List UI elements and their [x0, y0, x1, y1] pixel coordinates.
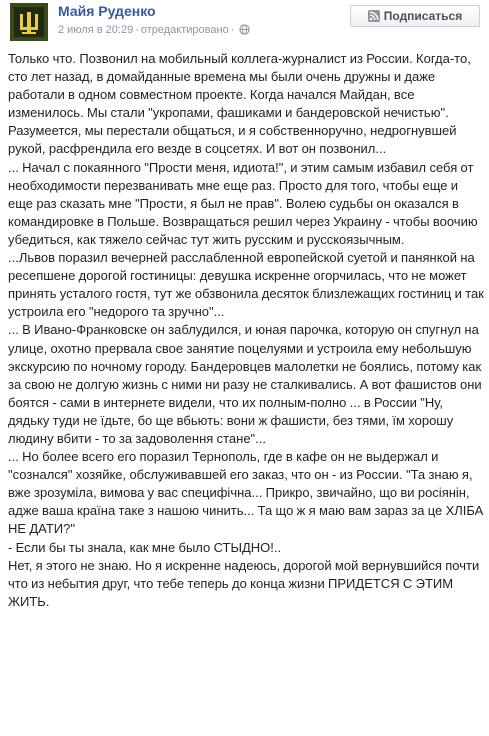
post-paragraph: Нет, я этого не знаю. Но я искренне надеюсь, дорогой мой вернувшийся почти что из небытия друг, что тебе теперь до конца жизни ПРИДЕТСЯ С ЭТИМ ЖИТЬ.	[8, 557, 483, 609]
rss-icon	[368, 10, 380, 22]
meta-separator: ·	[135, 24, 139, 36]
globe-icon[interactable]	[239, 24, 250, 35]
edited-label[interactable]: отредактировано	[140, 24, 229, 36]
post-meta	[58, 23, 250, 37]
post-paragraph: - Если бы ты знала, как мне было СТЫДНО!..	[8, 539, 282, 555]
post-date[interactable]: 2 июля в 20:29	[58, 24, 134, 36]
post-paragraph: Только что. Позвонил на мобильный коллега-журналист из России. Когда-то, сто лет назад, в домайданные времена мы были очень дружны и даже работали в одном совместном проекте. Когда начался Майдан, все изменилось. Мы стали "укропами, фашиками и бандеровской нечистью". Разумеется, мы перестали общаться, и я собственноручно, недрогнувшей рукой, расфрендила его везде в соцсетях. И вот он позвонил...	[8, 51, 475, 157]
post-paragraph: ... В Ивано-Франковске он заблудился, и юная парочка, которую он спугнул на улице, охотно прервала свое занятие поцелуями и устроила ему небольшую экскурсию по ночному городу. Бандеровцев малолетки не боялись, потому как за свою не долгую жизнь с ними ни разу не сталкивались. А вот фашистов они боятся - сами в интернете видели, что их полным-полно ... в России "Ну, дядьку туди не їдьте, бо ще вбьють: вони ж фашисти, без тями, їм хорошу людину вбити - то за задоволення стане"...	[8, 322, 485, 446]
author-name[interactable]: Майя Руденко	[58, 3, 156, 19]
trident-emblem-icon	[10, 3, 48, 41]
post-paragraph: ... Но более всего его поразил Тернополь, где в кафе он не выдержал и "сознался" хозяйке, обслуживавшей его заказ, что он - из России. "Та знаю я, вже зрозуміла, вимова у вас специфічна... Прикро, звичайно, що ви росіянін, адже ваша країна таке з нашою чинить... Та що ж я маю вам зараз за це ХЛІБА НЕ ДАТИ?"	[8, 449, 487, 537]
post-paragraph: ... Начал с покаянного "Прости меня, идиота!", и этим самым избавил себя от необходимости перезванивать мне еще раз. Просто для того, чтобы еще и еще раз сказать мне "Прости, я был не прав". Волею судьбы он оказался в командировке в Польше. Возвращаться решил через Украину - чтобы воочию убедиться, как тяжело сейчас тут жить русским и русскоязычным.	[8, 159, 481, 247]
meta-separator-2: ·	[230, 24, 235, 36]
post-body	[8, 50, 488, 611]
author-avatar[interactable]	[10, 3, 48, 41]
subscribe-button[interactable]	[350, 5, 480, 27]
subscribe-label: Подписаться	[383, 9, 463, 23]
post-paragraph: ...Львов поразил вечерней расслабленной европейской суетой и панянкой на ресепшене дорогой гостиницы: девушка искренне огорчилась, что не может принять усталого гостя, тут же обзвонила десяток близлежащих гостиниц и так устроила его "недорого та зручно"...	[8, 250, 488, 320]
